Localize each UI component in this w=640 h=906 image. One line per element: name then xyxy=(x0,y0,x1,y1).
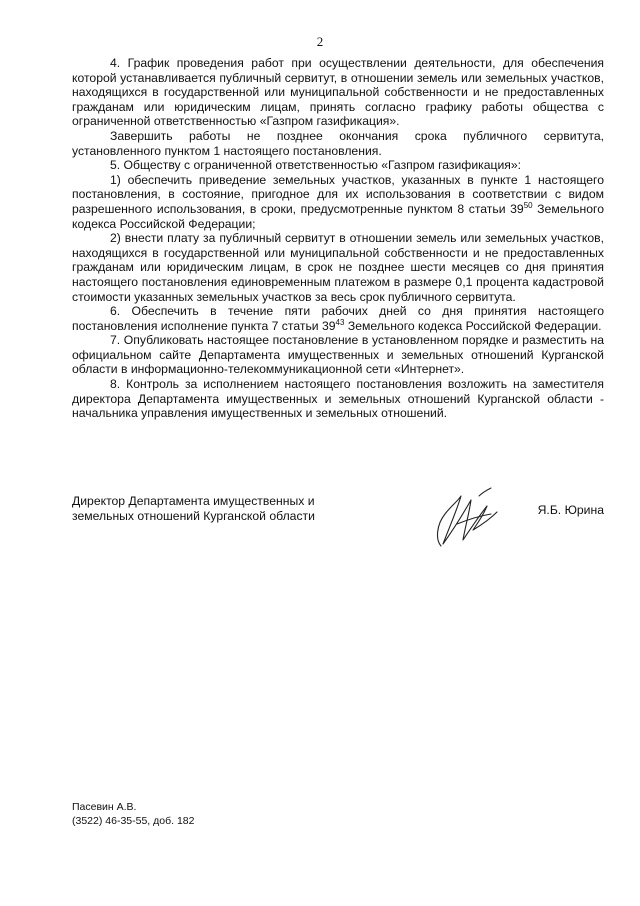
contact-phone: (3522) 46-35-55, доб. 182 xyxy=(72,815,195,827)
paragraph-4-completion: Завершить работы не позднее окончания срока публичного сервитута, установленного пунктом 1 настоящего постановления. xyxy=(72,128,604,158)
paragraph-5-item-2: 2) внести плату за публичный сервитут в отношении земель или земельных участков, находящихся в государственной или муниципальной собственности и не предоставленных гражданам или юридическим лицам, в срок не позднее шести месяцев со дня принятия настоящего постановления единовременным платежом в размере 0,1 процента кадастровой стоимости указанных земельных участков за весь срок публичного сервитута. xyxy=(72,231,604,304)
contact-info xyxy=(72,800,194,828)
signature-block xyxy=(72,494,604,554)
signatory-name: Я.Б. Юрина xyxy=(537,503,604,517)
paragraph-5-item-1 xyxy=(72,173,604,231)
contact-name: Пасевин А.В. xyxy=(72,801,137,813)
paragraph-8: 8. Контроль за исполнением настоящего постановления возложить на заместителя директора Департамента имущественных и земельных отношений Курганской области - начальника управления имущественных и земельных отношений. xyxy=(72,377,604,421)
paragraph-7: 7. Опубликовать настоящее постановление в установленном порядке и разместить на официальном сайте Департамента имущественных и земельных отношений Курганской области в информационно-телекоммуникационной сети «Интернет». xyxy=(72,333,604,377)
signatory-title xyxy=(72,494,315,524)
signatory-title-line-2: земельных отношений Курганской области xyxy=(72,509,315,523)
superscript: 43 xyxy=(335,317,345,327)
page-number: 2 xyxy=(316,34,324,49)
item-text: 1) обеспечить приведение земельных участков, указанных в пункте 1 настоящего постановления, в состояние, пригодное для их использования в соответствии с видом разрешенного использования, в сроки, предусмотренные пунктом 8 статьи 39 xyxy=(72,172,604,216)
paragraph-4: 4. График проведения работ при осуществлении деятельности, для обеспечения которой устанавливается публичный сервитут, в отношении земель или земельных участков, находящихся в государственной или муниципальной собственности и не предоставленных гражданам или юридическим лицам, принять согласно графику работы общества с ограниченной ответственностью «Газпром газификация». xyxy=(72,56,604,129)
item-tail: Земельного кодекса Российской Федерации; xyxy=(72,201,604,231)
item-tail: Земельного кодекса Российской Федерации. xyxy=(344,318,602,333)
item-text: 6. Обеспечить в течение пяти рабочих дней со дня принятия настоящего постановления исполнение пункта 7 статьи 39 xyxy=(72,304,604,333)
signatory-title-line-1: Директор Департамента имущественных и xyxy=(72,494,315,508)
paragraph-5: 5. Обществу с ограниченной ответственностью «Газпром газификация»: xyxy=(110,158,522,173)
document-body xyxy=(72,56,604,421)
paragraph-6 xyxy=(72,304,604,333)
superscript: 50 xyxy=(523,200,533,210)
handwritten-signature xyxy=(427,484,507,554)
